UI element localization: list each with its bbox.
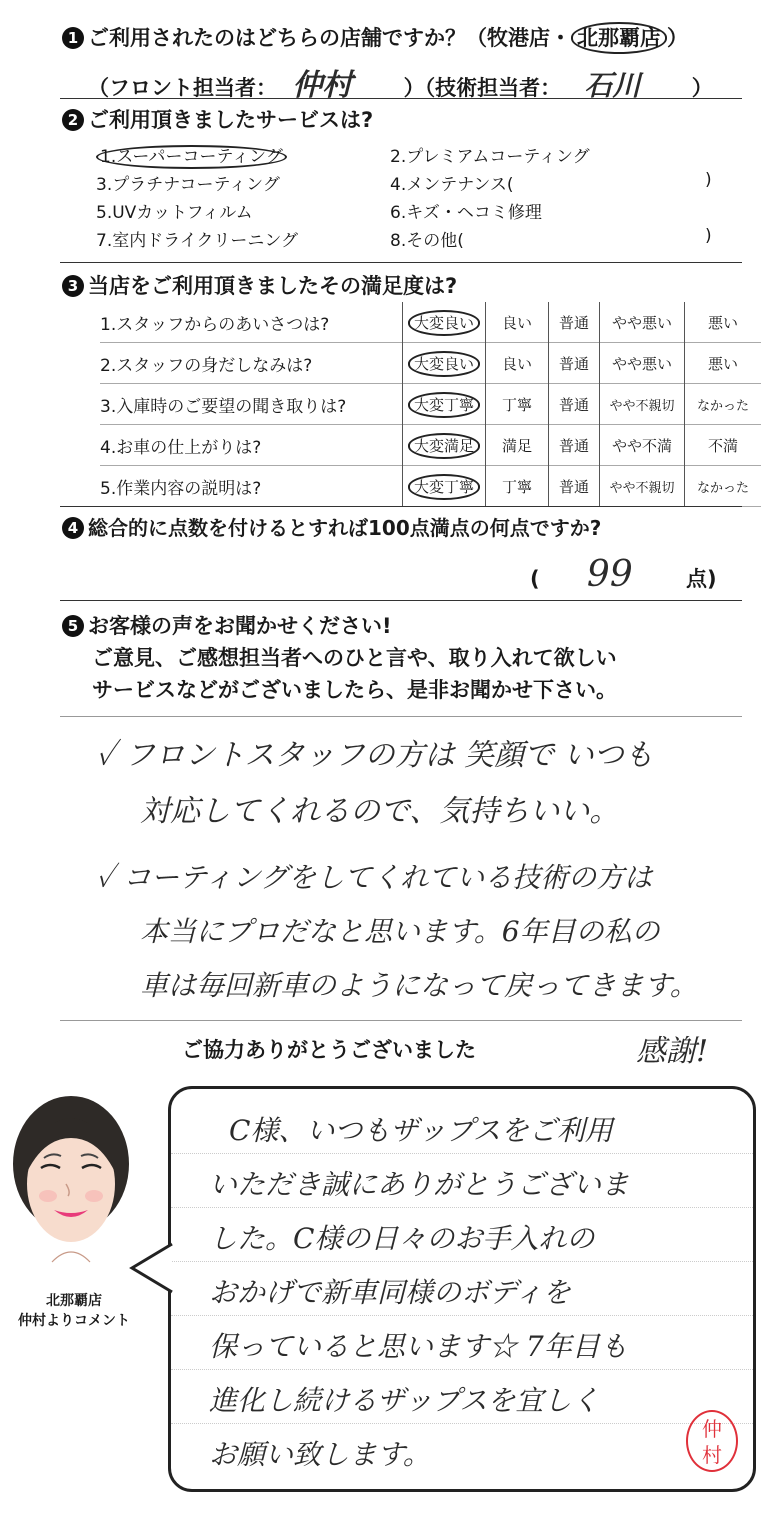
front-label: （フロント担当者： [88,76,277,100]
staff-seal-stamp [686,1410,738,1472]
staff-reply-line: 保っていると思います☆ 7年目も [209,1330,628,1363]
q2-option-6: 6.キズ・ヘコミ修理 [390,203,542,223]
q1-end: ） [691,76,713,100]
q4-unit: 点) [686,567,717,591]
option-cell: やや悪い [600,302,685,343]
q4-number: 4 [62,517,84,539]
q2-text: ご利用頂きましたサービスは? [88,108,374,132]
q2-option-4-close: ) [705,170,712,190]
q4-question [62,512,601,541]
q1-text: ご利用されたのはどちらの店舗ですか？（牧港店・ [88,26,571,50]
seal-bottom: 村 [702,1443,722,1467]
q5-question [62,610,392,640]
q1-selected-store: 北那覇店 [571,22,667,54]
q2-option-1 [96,142,287,167]
q2-option-8-close: ) [705,226,712,246]
option-cell: 悪い [685,343,762,384]
option-cell: やや悪い [600,343,685,384]
option-cell: 普通 [549,466,600,507]
tech-staff-value: 石川 [584,69,641,102]
divider-4 [60,600,742,601]
customer-comment-line: ✓ コーティングをしてくれている技術の方は [96,861,653,894]
staff-reply-bubble [168,1086,756,1492]
divider-5 [60,716,742,717]
divider-1 [60,98,742,99]
q5-text: お客様の声をお聞かせください! [88,614,392,638]
q3-text: 当店をご利用頂きましたその満足度は? [88,274,458,298]
q1-close: ） [667,26,688,50]
q2-question [62,104,373,134]
option-cell: 良い [486,343,549,384]
divider-2 [60,262,742,263]
selected-option: 大変良い [408,351,480,377]
q4-open: ( [530,567,540,591]
q2-option-4: 4.メンテナンス( [390,175,514,195]
selected-option: 大変丁寧 [408,474,480,500]
row-question: 5.作業内容の説明は? [100,478,262,499]
q2-option-3: 3.プラチナコーティング [96,175,280,195]
option-cell: 良い [486,302,549,343]
option-cell: 悪い [685,302,762,343]
row-question: 4.お車の仕上がりは? [100,437,262,458]
satisfaction-table [100,302,761,507]
customer-comment-line: ✓ フロントスタッフの方は 笑顔で いつも [96,738,654,773]
row-question: 2.スタッフの身だしなみは? [100,355,313,376]
option-cell: なかった [685,384,762,425]
table-row [100,466,761,507]
option-cell: 不満 [685,425,762,466]
q2-option-2: 2.プレミアムコーティング [390,147,590,167]
option-cell: やや不親切 [600,384,685,425]
customer-comment-line: 車は毎回新車のようになって戻ってきます。 [140,969,698,1002]
option-cell: なかった [685,466,762,507]
option-cell: 普通 [549,425,600,466]
customer-comment-line: 本当にプロだなと思います。6年目の私の [140,915,660,948]
divider-3 [60,506,742,507]
thanks-print: ご協力ありがとうございました [182,1038,476,1062]
option-cell: 普通 [549,384,600,425]
option-cell: やや不満 [600,425,685,466]
q4-text: 総合的に点数を付けるとすれば100点満点の何点ですか? [88,516,602,540]
divider-6 [60,1020,742,1021]
row-question: 1.スタッフからのあいさつは? [100,314,330,335]
q4-answer [530,554,717,595]
q5-line-3: サービスなどがございましたら、是非お聞かせ下さい。 [92,678,617,702]
option-cell: 普通 [549,302,600,343]
table-row [100,302,761,343]
bubble-tail-icon [128,1240,174,1296]
staff-reply-line: いただき誠にありがとうございま [209,1168,630,1201]
q5-line-2: ご意見、ご感想担当者へのひと言や、取り入れて欲しい [92,646,617,670]
tech-label: ）（技術担当者： [403,76,562,100]
staff-reply-line: C様、いつもザップスをご利用 [229,1114,613,1147]
option-cell: 満足 [486,425,549,466]
front-staff-value: 仲村 [292,68,353,103]
table-row [100,384,761,425]
staff-reply-line: した。C様の日々のお手入れの [209,1222,595,1255]
q2-option-1-label: 1.スーパーコーティング [96,145,287,169]
staff-reply-line: おかげで新車同様のボディを [209,1276,571,1309]
staff-reply-line: お願い致します。 [209,1438,431,1471]
row-question: 3.入庫時のご要望の聞き取りは? [100,396,347,417]
q5-number: 5 [62,615,84,637]
q2-option-7: 7.室内ドライクリーニング [96,231,299,251]
option-cell: やや不親切 [600,466,685,507]
selected-option: 大変満足 [408,433,480,459]
option-cell: 丁寧 [486,384,549,425]
q3-number: 3 [62,275,84,297]
table-row [100,425,761,466]
table-row [100,343,761,384]
q2-option-5: 5.UVカットフィルム [96,203,253,223]
option-cell: 普通 [549,343,600,384]
q3-question [62,270,457,300]
staff-avatar-icon [8,1092,134,1278]
staff-comment-label: 仲村よりコメント [18,1313,130,1329]
q2-option-8: 8.その他( [390,231,464,251]
q4-score: 99 [586,554,633,595]
seal-top: 仲 [702,1417,722,1441]
q1-number: 1 [62,27,84,49]
selected-option: 大変丁寧 [408,392,480,418]
thanks-hand: 感謝! [636,1034,709,1069]
option-cell: 丁寧 [486,466,549,507]
staff-reply-line: 進化し続けるザップスを宜しく [209,1384,600,1417]
q2-number: 2 [62,109,84,131]
q1-question [62,22,688,52]
customer-comment-line: 対応してくれるので、気持ちいい。 [140,794,620,829]
staff-store: 北那覇店 [46,1293,102,1309]
selected-option: 大変良い [408,310,480,336]
